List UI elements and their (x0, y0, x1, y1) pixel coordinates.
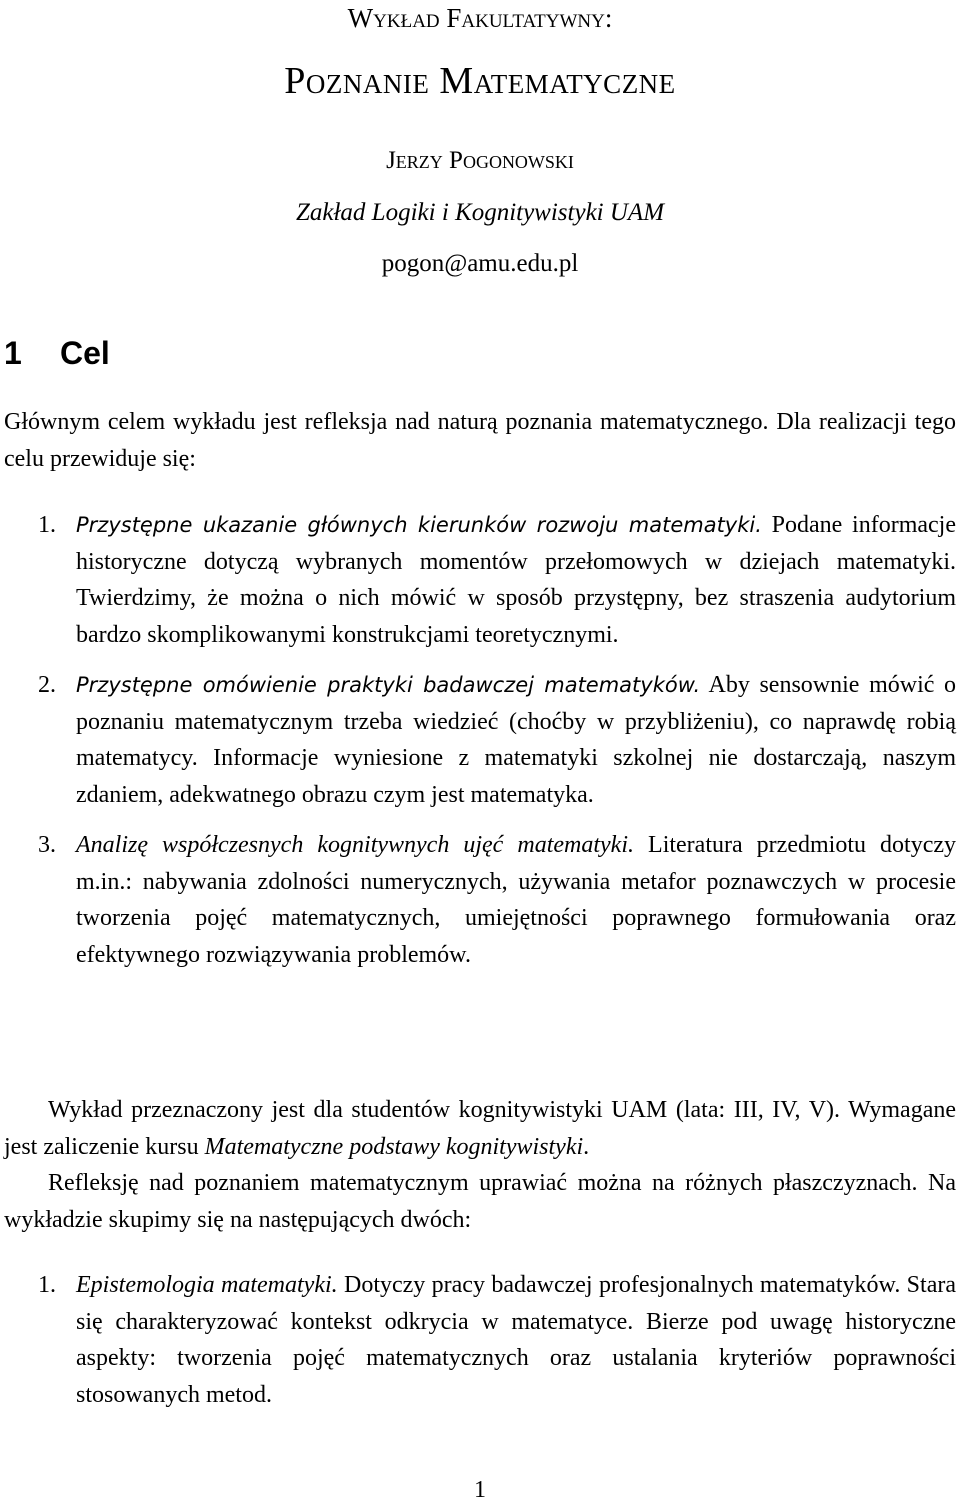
goals-list (4, 507, 956, 987)
section-number: 1 (4, 335, 22, 371)
author-email: pogon@amu.edu.pl (381, 250, 579, 277)
intro-paragraph: Głównym celem wykładu jest refleksja nad naturą poznania matematycznego. Dla realizacji tego celu przewiduje się: (4, 409, 956, 472)
list-item-text: Dotyczy pracy badawczej profesjonalnych matematyków. Stara się charakteryzować kontekst odkrycia w matematyce. Bierze pod uwagę historyczne aspekty: tworzenia pojęć matematycznych oraz ustalania kryteriów poprawności stosowanych metod. (76, 1272, 956, 1408)
section-heading (4, 330, 110, 376)
author-name: Jerzy Pogonowski (386, 147, 574, 174)
author-affiliation: Zakład Logiki i Kognitywistyki UAM (295, 199, 665, 226)
list-item-number: 1. (38, 1272, 56, 1298)
list-item-text: Aby sensownie mówić o poznaniu matematycznym trzeba wiedzieć (choćby w przybliżeniu), co naprawdę robią matematycy. Informacje wyniesione z matematyki szkolnej nie dostarczają, naszym zdaniem, adekwatnego obrazu czym jest matematyka. (76, 672, 956, 808)
list-item (4, 507, 956, 653)
list-item-number: 1. (38, 512, 56, 538)
list-item-lead: Epistemologia matematyki. (76, 1272, 338, 1298)
list-item-text: Literatura przedmiotu dotyczy m.in.: nabywania zdolności numerycznych, używania metafor poznawczych w procesie tworzenia pojęć matematycznych, umiejętności poprawnego formułowania oraz efektywnego rozwiązywania problemów. (76, 832, 956, 968)
list-item-text: Podane informacje historyczne dotyczą wybranych momentów przełomowych w dziejach matematyki. Twierdzimy, że można o nich mówić w sposób przystępny, bez straszenia audytorium bardzo skomplikowanymi konstrukcjami teoretycznymi. (76, 512, 956, 648)
audience-paragraph: Wykład przeznaczony jest dla studentów kognitywistyki UAM (lata: III, IV, V). Wymagane jest zaliczenie kursu Matematyczne podstawy kognitywistyki. (4, 1097, 956, 1160)
list-item-number: 3. (38, 832, 56, 858)
planes-paragraph: Refleksję nad poznaniem matematycznym uprawiać można na różnych płaszczyznach. Na wykładzie skupimy się na następujących dwóch: (4, 1170, 956, 1233)
lecture-title: Poznanie Matematyczne (284, 60, 676, 102)
planes-list (4, 1267, 956, 1413)
list-item-lead: Przystępne ukazanie głównych kierunków rozwoju matematyki. (76, 513, 762, 537)
list-item (4, 1267, 956, 1413)
list-item-number: 2. (38, 672, 56, 698)
list-item-lead: Analizę współczesnych kognitywnych ujęć matematyki. (76, 832, 634, 858)
list-item-lead: Przystępne omówienie praktyki badawczej matematyków. (76, 673, 701, 697)
section-title: Cel (60, 335, 110, 371)
required-course-title: Matematyczne podstawy kognitywistyki (204, 1133, 584, 1160)
page-number: 1 (474, 1477, 486, 1503)
lecture-type-label: Wykład Fakultatywny: (347, 3, 613, 33)
list-item (4, 667, 956, 813)
list-item (4, 827, 956, 973)
